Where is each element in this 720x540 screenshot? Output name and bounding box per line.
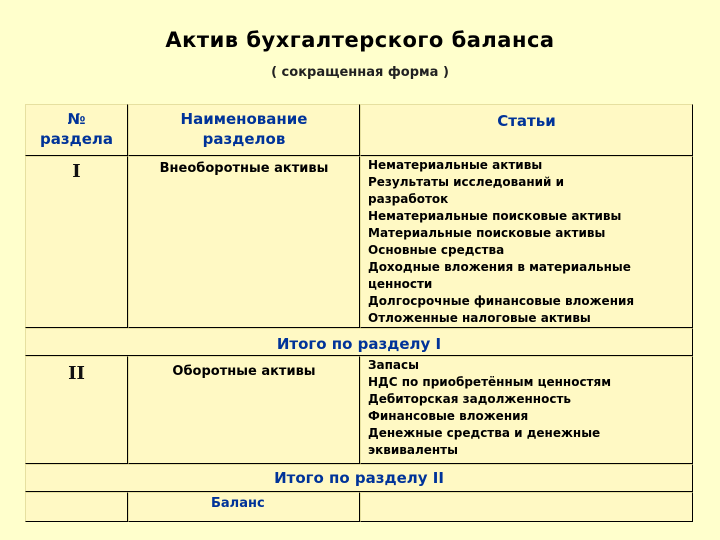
section1-item: ценности <box>368 277 433 291</box>
section1-item: Отложенные налоговые активы <box>368 311 591 325</box>
section2-item: НДС по приобретённым ценностям <box>368 375 612 389</box>
header-name-line1: Наименование <box>180 110 308 128</box>
section1-item: разработок <box>368 192 449 206</box>
header-name-cell <box>128 104 360 156</box>
section1-number-cell <box>25 156 128 328</box>
balance-value-cell <box>360 492 693 522</box>
section1-total-row <box>25 328 693 356</box>
section2-total-row <box>25 464 693 492</box>
section1-items-cell <box>360 156 693 328</box>
section1-item: Основные средства <box>368 243 505 257</box>
section2-item: Дебиторская задолженность <box>368 392 571 406</box>
section1-total: Итого по разделу I <box>276 335 442 353</box>
header-name-line2: разделов <box>202 130 286 148</box>
section2-item: Запасы <box>368 358 419 372</box>
section2-number: II <box>68 363 85 384</box>
section1-number: I <box>72 161 81 182</box>
header-number-line1: № <box>67 110 86 128</box>
header-articles-cell <box>360 104 693 156</box>
section1-name-cell <box>128 156 360 328</box>
section2-name-cell <box>128 356 360 464</box>
section2-item: Денежные средства и денежные <box>368 426 601 440</box>
section1-item: Материальные поисковые активы <box>368 226 606 240</box>
section1-item: Нематериальные поисковые активы <box>368 209 622 223</box>
section2-item: Финансовые вложения <box>368 409 529 423</box>
section2-name: Оборотные активы <box>172 364 316 379</box>
page-title: Актив бухгалтерского баланса <box>165 28 555 52</box>
page-subtitle: ( сокращенная форма ) <box>271 65 449 80</box>
balance-label: Баланс <box>211 496 265 511</box>
section1-item: Нематериальные активы <box>368 158 543 172</box>
section2-total: Итого по разделу II <box>274 469 444 487</box>
section1-item: Доходные вложения в материальные <box>368 260 631 274</box>
section1-name: Внеоборотные активы <box>159 161 329 176</box>
balance-spacer-cell <box>25 492 128 522</box>
header-number-line2: раздела <box>40 130 113 148</box>
section2-number-cell <box>25 356 128 464</box>
section2-items-cell <box>360 356 693 464</box>
balance-label-cell <box>128 492 360 522</box>
section2-item: эквиваленты <box>368 443 458 457</box>
header-number-cell <box>25 104 128 156</box>
section1-item: Результаты исследований и <box>368 175 565 189</box>
header-articles: Статьи <box>497 112 556 130</box>
section1-item: Долгосрочные финансовые вложения <box>368 294 635 308</box>
